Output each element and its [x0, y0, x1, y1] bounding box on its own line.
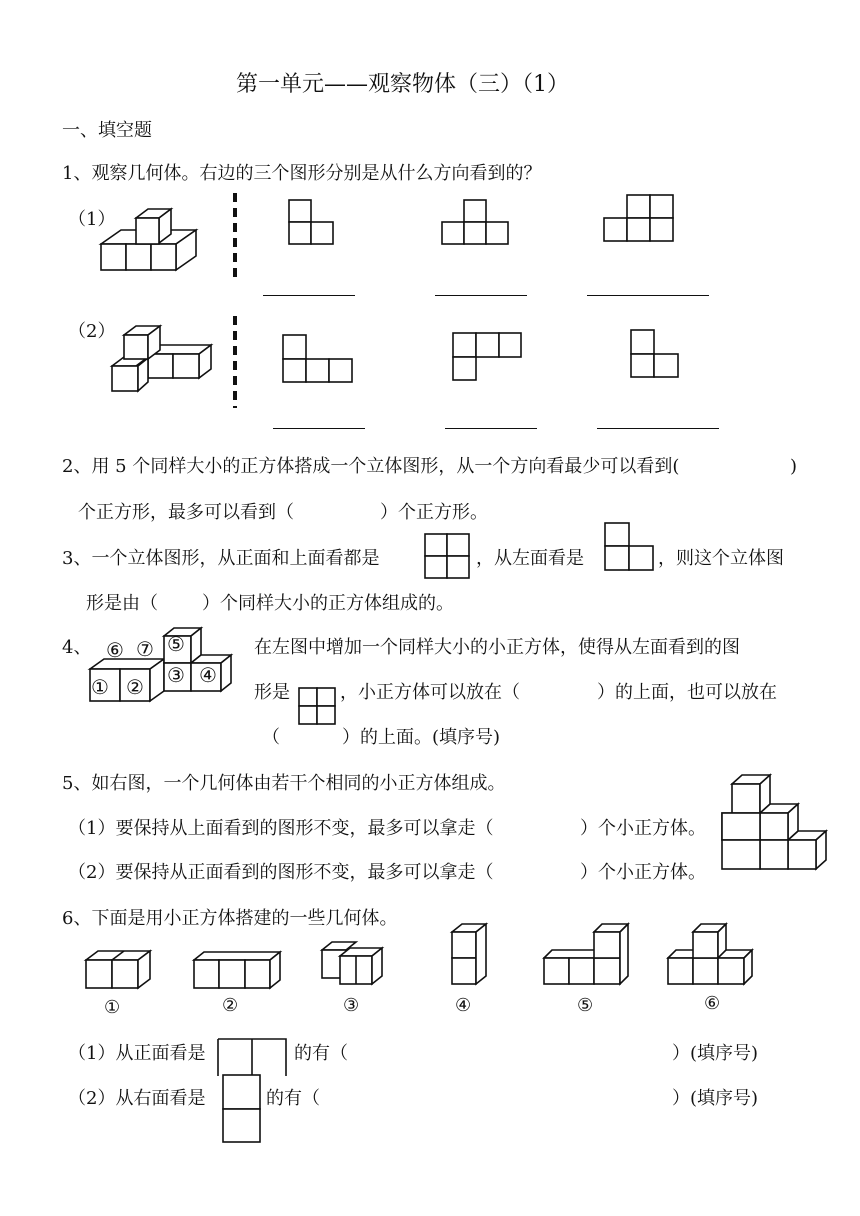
- q4-left-view-figure: [298, 687, 338, 727]
- q2-line2-end: ）个正方形。: [380, 502, 488, 523]
- q6-sub2-mid: 的有（: [266, 1088, 320, 1109]
- q1-part2-label: （2）: [68, 321, 116, 342]
- q1-view-e-figure: [452, 332, 524, 382]
- q6-solid-4-figure: [450, 922, 490, 988]
- q6-label-2: ②: [222, 995, 239, 1016]
- q1-view-b-figure: [441, 199, 513, 247]
- q1-answer-2c[interactable]: [597, 428, 719, 429]
- q6-sub1-text: （1）从正面看是: [68, 1043, 206, 1064]
- q6-label-3: ③: [343, 995, 360, 1016]
- q5-sub2-end: ）个小正方体。: [580, 862, 706, 883]
- q4-line2-mid: ，小正方体可以放在（: [340, 682, 520, 703]
- q6-sub2-text: （2）从右面看是: [68, 1088, 206, 1109]
- q6-label-5: ⑤: [577, 995, 594, 1016]
- q4-circle-6: ⑥: [106, 638, 124, 662]
- q6-label-6: ⑥: [704, 993, 721, 1014]
- q1-view-d-figure: [282, 334, 356, 384]
- q3-line2-text: 形是由（: [86, 593, 158, 614]
- q6-sub2-right-view-figure: [221, 1073, 263, 1145]
- q6-sub2-end: ）(填序号): [672, 1088, 759, 1109]
- q1-answer-1c[interactable]: [587, 295, 709, 296]
- q4-line2-text: 形是: [254, 682, 290, 703]
- q1-solid-2-figure: [108, 322, 216, 396]
- q5-sub1-end: ）个小正方体。: [580, 818, 706, 839]
- q5-sub1-text: （1）要保持从上面看到的图形不变，最多可以拿走（: [68, 818, 494, 839]
- q3-line1-end: ，则这个立体图: [658, 548, 784, 569]
- q4-circle-5: ⑤: [167, 632, 185, 656]
- q4-number: 4、: [62, 637, 92, 658]
- q4-circle-3: ③: [167, 663, 185, 687]
- q1-divider-2: [233, 316, 237, 408]
- section-heading: 一、填空题: [62, 120, 152, 141]
- q1-stem: 1、观察几何体。右边的三个图形分别是从什么方向看到的？: [62, 163, 542, 184]
- q4-circle-7: ⑦: [136, 637, 154, 661]
- q4-line2-end: ）的上面，也可以放在: [597, 682, 777, 703]
- q3-front-top-view-figure: [424, 533, 472, 581]
- q1-divider-1: [233, 193, 237, 281]
- q4-line1-text: 在左图中增加一个同样大小的小正方体，使得从左面看到的图: [254, 637, 740, 658]
- q6-solid-2-figure: [192, 948, 284, 992]
- q4-line3-open: （: [262, 727, 280, 748]
- q1-answer-1b[interactable]: [435, 295, 527, 296]
- q2-line2-text: 个正方形，最多可以看到（: [78, 502, 294, 523]
- q6-stem: 6、下面是用小正方体搭建的一些几何体。: [62, 908, 398, 929]
- q6-label-1: ①: [104, 997, 121, 1018]
- q6-sub1-end: ）(填序号): [672, 1043, 759, 1064]
- q6-sub1-front-view-figure: [217, 1036, 289, 1078]
- q3-line2-end: ）个同样大小的正方体组成的。: [202, 593, 454, 614]
- q6-solid-6-figure: [666, 922, 756, 988]
- q6-solid-1-figure: [84, 946, 160, 992]
- q4-circle-2: ②: [126, 675, 144, 699]
- q5-solid-figure: [718, 770, 830, 882]
- q4-line3-text: ）的上面。(填序号): [342, 727, 501, 748]
- q3-line1-text: 3、一个立体图形，从正面和上面看都是: [62, 548, 380, 569]
- q1-answer-2a[interactable]: [273, 428, 365, 429]
- q1-answer-2b[interactable]: [445, 428, 537, 429]
- q4-circle-4: ④: [199, 663, 217, 687]
- q6-solid-3-figure: [318, 938, 386, 986]
- q2-line1-text: 2、用 5 个同样大小的正方体搭成一个立体图形，从一个方向看最少可以看到(: [62, 456, 680, 477]
- q1-answer-1a[interactable]: [263, 295, 355, 296]
- q1-view-f-figure: [630, 329, 682, 379]
- q2-line1-close: ): [790, 456, 798, 477]
- q1-view-a-figure: [288, 199, 336, 247]
- q3-line1-mid: ，从左面看是: [476, 548, 584, 569]
- q6-sub1-mid: 的有（: [294, 1043, 348, 1064]
- q1-solid-1-figure: [96, 204, 206, 274]
- q1-part1-label: （1）: [68, 209, 116, 230]
- q3-left-view-figure: [604, 522, 656, 572]
- page-title: 第一单元——观察物体（三）（1）: [236, 72, 569, 97]
- q5-sub2-text: （2）要保持从正面看到的图形不变，最多可以拿走（: [68, 862, 494, 883]
- q6-label-4: ④: [455, 995, 472, 1016]
- q1-view-c-figure: [604, 194, 676, 244]
- q5-stem: 5、如右图，一个几何体由若干个相同的小正方体组成。: [62, 773, 506, 794]
- q6-solid-5-figure: [542, 922, 632, 988]
- q4-circle-1: ①: [91, 675, 109, 699]
